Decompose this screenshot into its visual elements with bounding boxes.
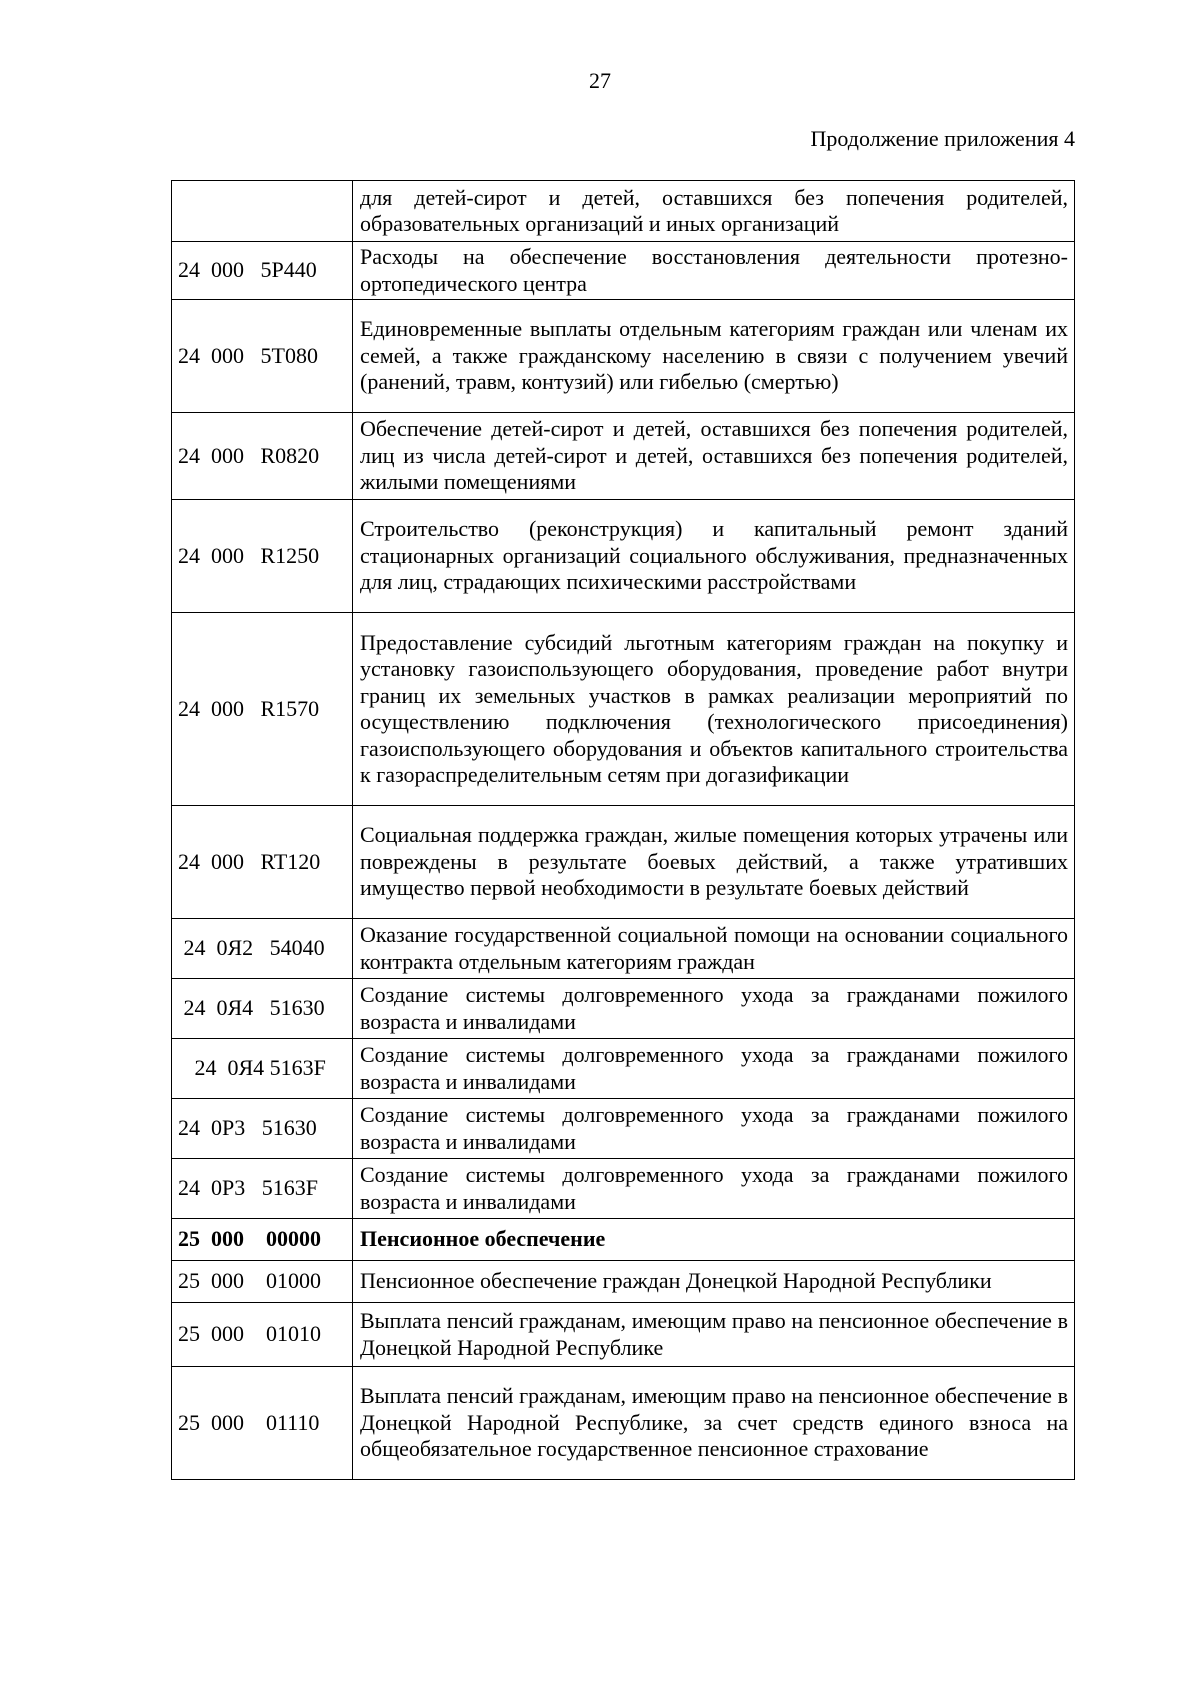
row-description: Социальная поддержка граждан, жилые помещения которых утрачены или повреждены в результате боевых действий, а также утративших имущество первой необходимости в результате боевых действий [353, 806, 1075, 919]
row-description: Создание системы долговременного ухода за гражданами пожилого возраста и инвалидами [353, 1099, 1075, 1159]
table-row [172, 242, 1075, 300]
row-description: Пенсионное обеспечение [353, 1219, 1075, 1261]
row-description: Предоставление субсидий льготным категориям граждан на покупку и установку газоиспользующего оборудования, проведение работ внутри границ их земельных участков в рамках реализации мероприятий по осуществлению подключения (технологического присоединения) газоиспользующего оборудования и объектов капитального строительства к газораспределительным сетям при догазификации [353, 613, 1075, 806]
table-row-section-heading [172, 1219, 1075, 1261]
row-code: 24 0Р3 5163F [172, 1159, 353, 1219]
row-code: 25 000 01010 [172, 1303, 353, 1367]
table-row [172, 806, 1075, 919]
table-row [172, 979, 1075, 1039]
row-description: Пенсионное обеспечение граждан Донецкой Народной Республики [353, 1261, 1075, 1303]
row-description: Выплата пенсий гражданам, имеющим право на пенсионное обеспечение в Донецкой Народной Республике [353, 1303, 1075, 1367]
table-row [172, 1303, 1075, 1367]
table-row [172, 300, 1075, 413]
row-code: 24 0Р3 51630 [172, 1099, 353, 1159]
row-description: Оказание государственной социальной помощи на основании социального контракта отдельным категориям граждан [353, 919, 1075, 979]
table-row [172, 919, 1075, 979]
row-code: 24 000 R0820 [172, 413, 353, 500]
row-code: 24 000 R1250 [172, 500, 353, 613]
row-code: 25 000 01000 [172, 1261, 353, 1303]
table-row [172, 1159, 1075, 1219]
row-description: Создание системы долговременного ухода за гражданами пожилого возраста и инвалидами [353, 1159, 1075, 1219]
table-row [172, 1039, 1075, 1099]
row-code [172, 181, 353, 242]
row-description: Создание системы долговременного ухода за гражданами пожилого возраста и инвалидами [353, 1039, 1075, 1099]
appendix-continuation-label: Продолжение приложения 4 [810, 126, 1075, 151]
row-code: 24 0Я4 51630 [172, 979, 353, 1039]
table-row [172, 181, 1075, 242]
row-description: Выплата пенсий гражданам, имеющим право на пенсионное обеспечение в Донецкой Народной Республике, за счет средств единого взноса на общеобязательное государственное пенсионное страхование [353, 1367, 1075, 1480]
table-row [172, 1099, 1075, 1159]
row-description: Создание системы долговременного ухода за гражданами пожилого возраста и инвалидами [353, 979, 1075, 1039]
row-code: 24 000 5Т080 [172, 300, 353, 413]
table-row [172, 500, 1075, 613]
table-row [172, 613, 1075, 806]
page-number: 27 [589, 68, 611, 93]
row-code: 24 000 R1570 [172, 613, 353, 806]
budget-codes-table [171, 180, 1075, 1480]
row-description: Расходы на обеспечение восстановления деятельности протезно-ортопедического центра [353, 242, 1075, 300]
row-code: 24 000 RT120 [172, 806, 353, 919]
row-description: Обеспечение детей-сирот и детей, оставшихся без попечения родителей, лиц из числа детей-сирот и детей, оставшихся без попечения родителей, жилыми помещениями [353, 413, 1075, 500]
row-code: 25 000 00000 [172, 1219, 353, 1261]
row-description: Единовременные выплаты отдельным категориям граждан или членам их семей, а также гражданскому населению в связи с получением увечий (ранений, травм, контузий) или гибелью (смертью) [353, 300, 1075, 413]
row-code: 25 000 01110 [172, 1367, 353, 1480]
row-code: 24 0Я4 5163F [172, 1039, 353, 1099]
row-code: 24 000 5Р440 [172, 242, 353, 300]
row-code: 24 0Я2 54040 [172, 919, 353, 979]
row-description: Строительство (реконструкция) и капитальный ремонт зданий стационарных организаций социального обслуживания, предназначенных для лиц, страдающих психическими расстройствами [353, 500, 1075, 613]
table-row [172, 413, 1075, 500]
table-row [172, 1261, 1075, 1303]
table-row [172, 1367, 1075, 1480]
row-description: для детей-сирот и детей, оставшихся без попечения родителей, образовательных организаций и иных организаций [353, 181, 1075, 242]
